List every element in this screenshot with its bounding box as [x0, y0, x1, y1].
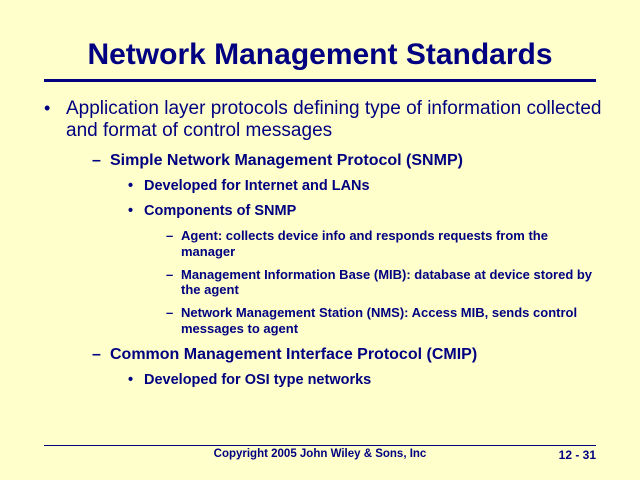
list-item-text: Common Management Interface Protocol (CMIP)	[110, 345, 478, 363]
list-item	[128, 203, 604, 220]
list-item	[166, 267, 604, 299]
bullet-marker: •	[128, 203, 134, 220]
bullet-marker: •	[44, 98, 51, 118]
bullet-marker: –	[166, 305, 174, 321]
list-item	[128, 178, 604, 195]
bullet-marker: –	[92, 345, 101, 363]
list-item-text: Agent: collects device info and responds requests from the manager	[181, 227, 548, 259]
list-item	[166, 305, 604, 337]
list-item-text: Components of SNMP	[144, 203, 297, 220]
copyright-text: Copyright 2005 John Wiley & Sons, Inc	[213, 448, 427, 460]
page-number: 12 - 31	[558, 448, 596, 462]
list-item-text: Management Information Base (MIB): database at device stored by the agent	[181, 266, 593, 298]
list-item	[166, 228, 604, 260]
page-title: Network Management Standards	[87, 38, 553, 71]
bullet-marker: •	[128, 372, 134, 389]
list-item	[44, 98, 604, 143]
list-item-text: Developed for OSI type networks	[144, 372, 372, 389]
footer	[44, 448, 596, 468]
bullet-marker: •	[128, 178, 134, 194]
list-item	[128, 372, 604, 389]
slide-body	[22, 98, 618, 390]
list-item-text: Application layer protocols defining type of information collected and format of control messages	[66, 98, 602, 142]
bullet-marker: –	[166, 227, 174, 243]
title-divider	[44, 79, 596, 82]
list-item	[92, 345, 604, 364]
list-item-text: Developed for Internet and LANs	[144, 178, 370, 194]
list-item-text: Network Management Station (NMS): Access MIB, sends control messages to agent	[181, 305, 578, 337]
footer-divider	[44, 445, 596, 446]
bullet-marker: –	[92, 151, 101, 169]
list-item-text: Simple Network Management Protocol (SNMP)	[110, 151, 463, 169]
list-item	[92, 151, 604, 170]
bullet-marker: –	[166, 266, 174, 282]
